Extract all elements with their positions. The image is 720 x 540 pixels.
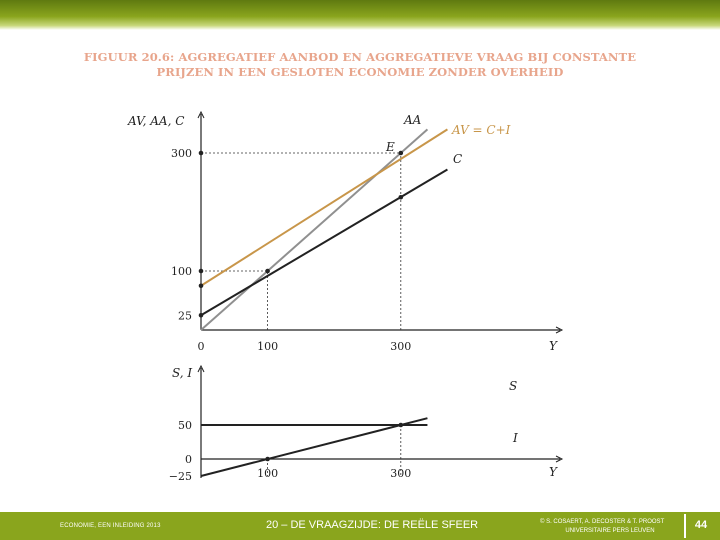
page-number: 44 xyxy=(694,519,708,531)
equilibrium-label: E xyxy=(386,140,395,154)
y-tick-label: 300 xyxy=(171,147,192,160)
x-tick-label: 0 xyxy=(197,340,205,353)
data-point xyxy=(265,457,270,462)
y-tick-label: 100 xyxy=(171,265,192,278)
aa-line-label: AA xyxy=(404,113,422,127)
y-tick-label: 25 xyxy=(178,309,192,323)
savings-investment-chart xyxy=(169,366,562,483)
x-axis-label: Y xyxy=(549,339,557,353)
footer-chapter-title: 20 – DE VRAAGZIJDE: DE REËLE SFEER xyxy=(266,519,479,531)
footer-book-title: ECONOMIE, EEN INLEIDING 2013 xyxy=(60,523,161,529)
figure-title-line-2: PRIJZEN IN EEN GESLOTEN ECONOMIE ZONDER OVERHEID xyxy=(156,65,564,79)
x-tick-label: 100 xyxy=(257,340,279,353)
aa-line xyxy=(201,129,427,330)
y-tick-label: 50 xyxy=(178,419,192,432)
data-point xyxy=(199,151,204,156)
y-tick-label: −25 xyxy=(168,470,192,483)
data-point xyxy=(199,313,204,318)
data-point xyxy=(399,151,404,156)
i-line-label: I xyxy=(513,431,518,445)
footer-copyright-authors: © S. COSAERT, A. DECOSTER & T. PROOST xyxy=(540,519,665,525)
footer-separator xyxy=(684,514,686,538)
c-line-label: C xyxy=(453,152,463,166)
x-tick-label: 100 xyxy=(257,467,279,480)
c-line xyxy=(201,170,447,316)
x-axis-label: Y xyxy=(549,465,557,479)
figure-title-line-1: FIGUUR 20.6: AGGREGATIEF AANBOD EN AGGREGATIEVE VRAAG BIJ CONSTANTE xyxy=(83,50,637,64)
y-axis-label: AV, AA, C xyxy=(128,114,185,128)
data-point xyxy=(265,269,270,274)
data-point xyxy=(199,269,204,274)
y-axis-label: S, I xyxy=(172,366,193,380)
footer-copyright xyxy=(540,518,680,536)
data-point xyxy=(199,283,204,288)
footer-bar xyxy=(0,512,720,540)
y-tick-label: 0 xyxy=(185,453,192,466)
s-line-label: S xyxy=(509,379,518,393)
data-point xyxy=(399,195,404,200)
x-tick-label: 300 xyxy=(390,340,412,353)
data-point xyxy=(399,423,404,428)
aggregate-supply-demand-chart xyxy=(127,112,562,353)
av-line-label: AV = C+I xyxy=(452,123,511,137)
footer-copyright-publisher: UNIVERSITAIRE PERS LEUVEN xyxy=(565,528,655,534)
x-tick-label: 300 xyxy=(390,467,412,480)
